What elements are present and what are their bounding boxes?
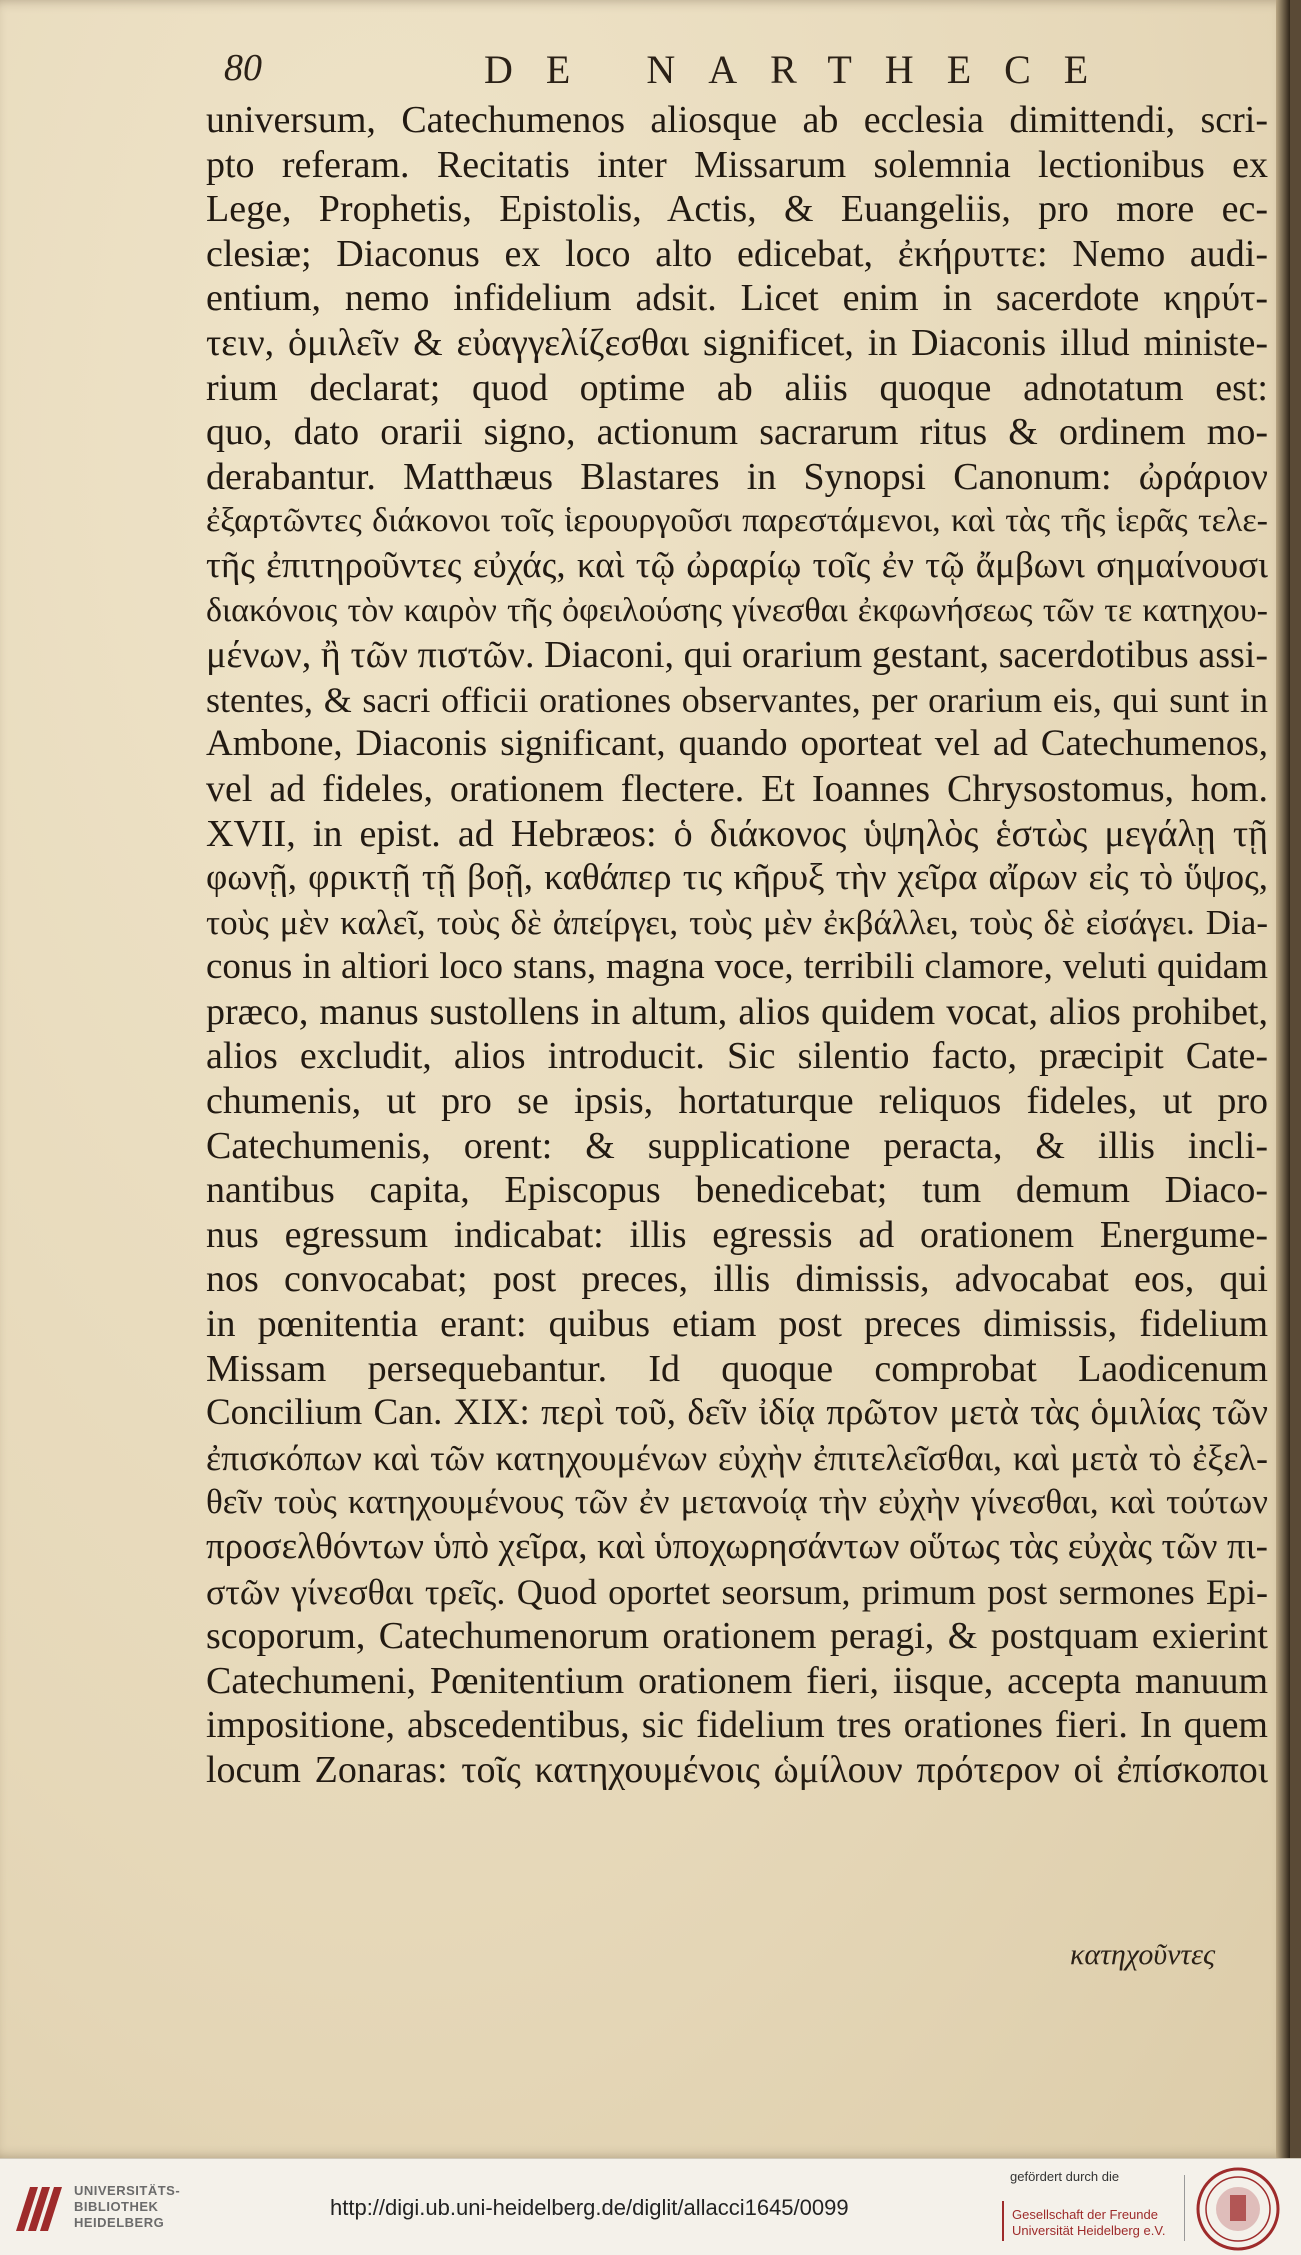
text-line: conus in altiori loco stans, magna voce, terribili clamore, veluti quidam	[206, 946, 1268, 988]
text-line: μένων, ἢ τῶν πιστῶν. Diaconi, qui orarium gestant, sacerdotibus assi-	[206, 634, 1268, 677]
text-line: universum, Catechumenos aliosque ab ecclesia dimittendi, scri-	[206, 99, 1268, 141]
library-name-line: BIBLIOTHEK	[74, 2199, 159, 2214]
text-line: προσελθόντων ὑπὸ χεῖρα, καὶ ὑποχωρησάντων οὕτως τὰς εὐχὰς τῶν πι-	[206, 1526, 1268, 1567]
text-line: locum Zonaras: τοῖς κατηχουμένοις ὡμίλουν πρότερον οἱ ἐπίσκοποι	[206, 1748, 1268, 1791]
footer-divider	[1184, 2175, 1185, 2241]
text-line: in pœnitentia erant: quibus etiam post preces dimissis, fidelium	[206, 1303, 1268, 1346]
library-name-line: HEIDELBERG	[74, 2215, 165, 2230]
running-head	[224, 46, 1264, 98]
sponsor-divider	[1002, 2201, 1004, 2241]
library-logo-icon	[12, 2181, 66, 2235]
library-name	[74, 2183, 180, 2231]
sponsor-name	[1012, 2207, 1165, 2239]
text-line: XVII, in epist. ad Hebræos: ὁ διάκονος ὑψηλὸς ἑστὼς μεγάλῃ τῇ	[206, 812, 1268, 855]
sponsor-name-line: Universität Heidelberg e.V.	[1012, 2223, 1166, 2238]
binding-gutter	[1276, 0, 1290, 2158]
text-line: quo, dato orarii signo, actionum sacrarum ritus & ordinem mo-	[206, 411, 1268, 454]
text-line: Catechumenis, orent: & supplicatione peracta, & illis incli-	[206, 1124, 1268, 1167]
text-line: vel ad fideles, orationem flectere. Et Ioannes Chrysostomus, hom.	[206, 767, 1268, 810]
text-line: præco, manus sustollens in altum, alios quidem vocat, alios prohibet,	[206, 990, 1268, 1033]
digitization-footer	[0, 2158, 1301, 2255]
university-seal-icon	[1196, 2167, 1280, 2251]
text-line: Concilium Can. XIX: περὶ τοῦ, δεῖν ἰδίᾳ πρῶτον μετὰ τὰς ὁμιλίας τῶν	[206, 1392, 1268, 1434]
text-line: rium declarat; quod optime ab aliis quoque adnotatum est:	[206, 366, 1268, 409]
sponsor-note: gefördert durch die	[1010, 2169, 1120, 2184]
text-line: pto referam. Recitatis inter Missarum solemnia lectionibus ex	[206, 143, 1268, 186]
text-line: φωνῇ, φρικτῇ τῇ βοῇ, καθάπερ τις κῆρυξ τὴν χεῖρα αἴρων εἰς τὸ ὕψος,	[206, 857, 1268, 899]
text-line: chumenis, ut pro se ipsis, hortaturque reliquos fideles, ut pro	[206, 1080, 1268, 1123]
text-line: impositione, abscedentibus, sic fidelium tres orationes fieri. In quem	[206, 1704, 1268, 1747]
running-head-title: DE NARTHECE	[484, 47, 1122, 92]
text-line: τοὺς μὲν καλεῖ, τοὺς δὲ ἀπείργει, τοὺς μὲν ἐκβάλλει, τοὺς δὲ εἰσάγει. Dia-	[206, 902, 1268, 942]
page-number: 80	[224, 47, 262, 89]
text-line: Lege, Prophetis, Epistolis, Actis, & Euangeliis, pro more ec-	[206, 188, 1268, 231]
sponsor-name-line: Gesellschaft der Freunde	[1012, 2207, 1158, 2222]
text-line: clesiæ; Diaconus ex loco alto edicebat, ἐκήρυττε: Nemo audi-	[206, 232, 1268, 275]
text-line: stentes, & sacri officii orationes observantes, per orarium eis, qui sunt in	[206, 679, 1268, 720]
text-line: διακόνοις τὸν καιρὸν τῆς ὀφειλούσης γίνεσθαι ἐκφωνήσεως τῶν τε κατηχου-	[206, 591, 1268, 629]
permalink-url[interactable]: http://digi.ub.uni-heidelberg.de/diglit/allacci1645/0099	[330, 2195, 849, 2220]
text-line: Missam persequebantur. Id quoque comprobat Laodicenum	[206, 1347, 1268, 1390]
text-line: ἐπισκόπων καὶ τῶν κατηχουμένων εὐχὴν ἐπιτελεῖσθαι, καὶ μετὰ τὸ ἐξελ-	[206, 1437, 1268, 1478]
text-line: derabantur. Matthæus Blastares in Synopsi Canonum: ὠράριον	[206, 455, 1268, 498]
text-line: στῶν γίνεσθαι τρεῖς. Quod oportet seorsum, primum post sermones Epi-	[206, 1571, 1268, 1612]
text-line: Catechumeni, Pœnitentium orationem fieri, iisque, accepta manuum	[206, 1659, 1268, 1702]
text-line: nus egressum indicabat: illis egressis ad orationem Energume-	[206, 1213, 1268, 1256]
text-line: τῆς ἐπιτηροῦντες εὐχάς, καὶ τῷ ὠραρίῳ τοῖς ἐν τῷ ἄμβωνι σημαίνουσι	[206, 544, 1268, 586]
text-line: alios excludit, alios introducit. Sic silentio facto, præcipit Cate-	[206, 1035, 1268, 1078]
text-line: ἐξαρτῶντες διάκονοι τοῖς ἱερουργοῦσι παρεστάμενοι, καὶ τὰς τῆς ἱερᾶς τελε-	[206, 502, 1268, 540]
text-line: Ambone, Diaconis significant, quando oporteat vel ad Catechumenos,	[206, 723, 1268, 765]
library-name-line: UNIVERSITÄTS-	[74, 2183, 181, 2198]
body-text	[206, 98, 1268, 1968]
text-line: τειν, ὁμιλεῖν & εὐαγγελίζεσθαι significet, in Diaconis illud ministe-	[206, 321, 1268, 364]
text-line: entium, nemo infidelium adsit. Licet enim in sacerdote κηρύτ-	[206, 277, 1268, 320]
text-line: θεῖν τοὺς κατηχουμένους τῶν ἐν μετανοίᾳ τὴν εὐχὴν γίνεσθαι, καὶ τούτων	[206, 1482, 1268, 1522]
text-line: scoporum, Catechumenorum orationem peragi, & postquam exierint	[206, 1615, 1268, 1658]
text-line: nantibus capita, Episcopus benedicebat; tum demum Diaco-	[206, 1169, 1268, 1212]
catchword: κατηχοῦντες	[1070, 1938, 1216, 1971]
text-line: nos convocabat; post preces, illis dimissis, advocabat eos, qui	[206, 1258, 1268, 1301]
